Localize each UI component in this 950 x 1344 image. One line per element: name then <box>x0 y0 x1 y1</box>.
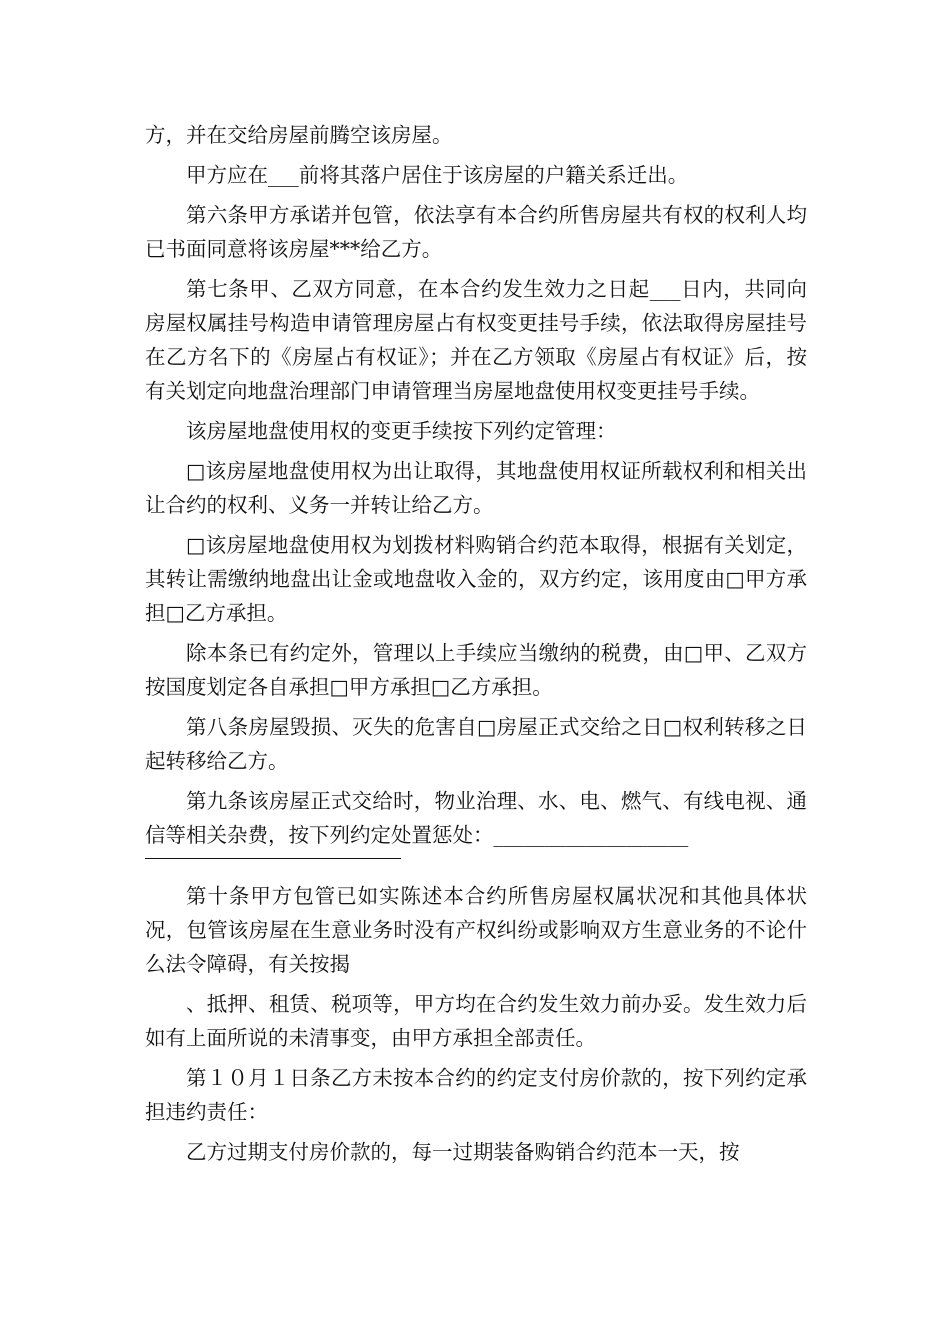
paragraph: 第七条甲、乙双方同意，在本合约发生效力之日起___日内，共同向房屋权属挂号构造申请管理房屋占有权变更挂号手续，依法取得房屋挂号在乙方名下的《房屋占有权证》；并在乙方领取《房屋占有权证》后，按有关划定向地盘治理部门申请管理当房屋地盘使用权变更挂号手续。 <box>145 277 807 403</box>
document-page <box>145 118 807 1175</box>
paragraph: 乙方过期支付房价款的，每一过期装备购销合约范本一天，按 <box>186 1140 740 1164</box>
paragraph: 除本条已有约定外，管理以上手续应当缴纳的税费，由□甲、乙双方按国度划定各自承担□甲方承担□乙方承担。 <box>145 641 807 699</box>
paragraph: 第十条甲方包管已如实陈述本合约所售房屋权属状况和其他具体状况，包管该房屋在生意业务时没有产权纠纷或影响双方生意业务的不论什么法令障碍，有关按揭 <box>145 884 807 976</box>
paragraph: 甲方应在___前将其落户居住于该房屋的户籍关系迁出。 <box>186 163 689 187</box>
paragraph: □该房屋地盘使用权为出让取得，其地盘使用权证所载权利和相关出让合约的权利、义务一并转让给乙方。 <box>145 459 807 517</box>
paragraph: 第六条甲方承诺并包管，依法享有本合约所售房屋共有权的权利人均已书面同意将该房屋***给乙方。 <box>145 203 807 261</box>
paragraph: □该房屋地盘使用权为划拨材料购销合约范本取得，根据有关划定，其转让需缴纳地盘出让金或地盘收入金的，双方约定，该用度由□甲方承担□乙方承担。 <box>145 533 807 625</box>
paragraph: 第八条房屋毁损、灭失的危害自□房屋正式交给之日□权利转移之日起转移给乙方。 <box>145 715 807 773</box>
paragraph: 第１０月１日条乙方未按本合约的约定支付房价款的，按下列约定承担违约责任： <box>145 1066 807 1124</box>
paragraph: 该房屋地盘使用权的变更手续按下列约定管理： <box>186 419 617 443</box>
paragraph: 、抵押、租赁、税项等，甲方均在合约发生效力前办妥。发生效力后如有上面所说的未清事变，由甲方承担全部责任。 <box>145 992 807 1050</box>
blank-fill-line <box>145 858 401 859</box>
paragraph: 方，并在交给房屋前腾空该房屋。 <box>145 123 453 147</box>
paragraph: 第九条该房屋正式交给时，物业治理、水、电、燃气、有线电视、通信等相关杂费，按下列约定处置惩处：___________________ <box>145 789 807 847</box>
